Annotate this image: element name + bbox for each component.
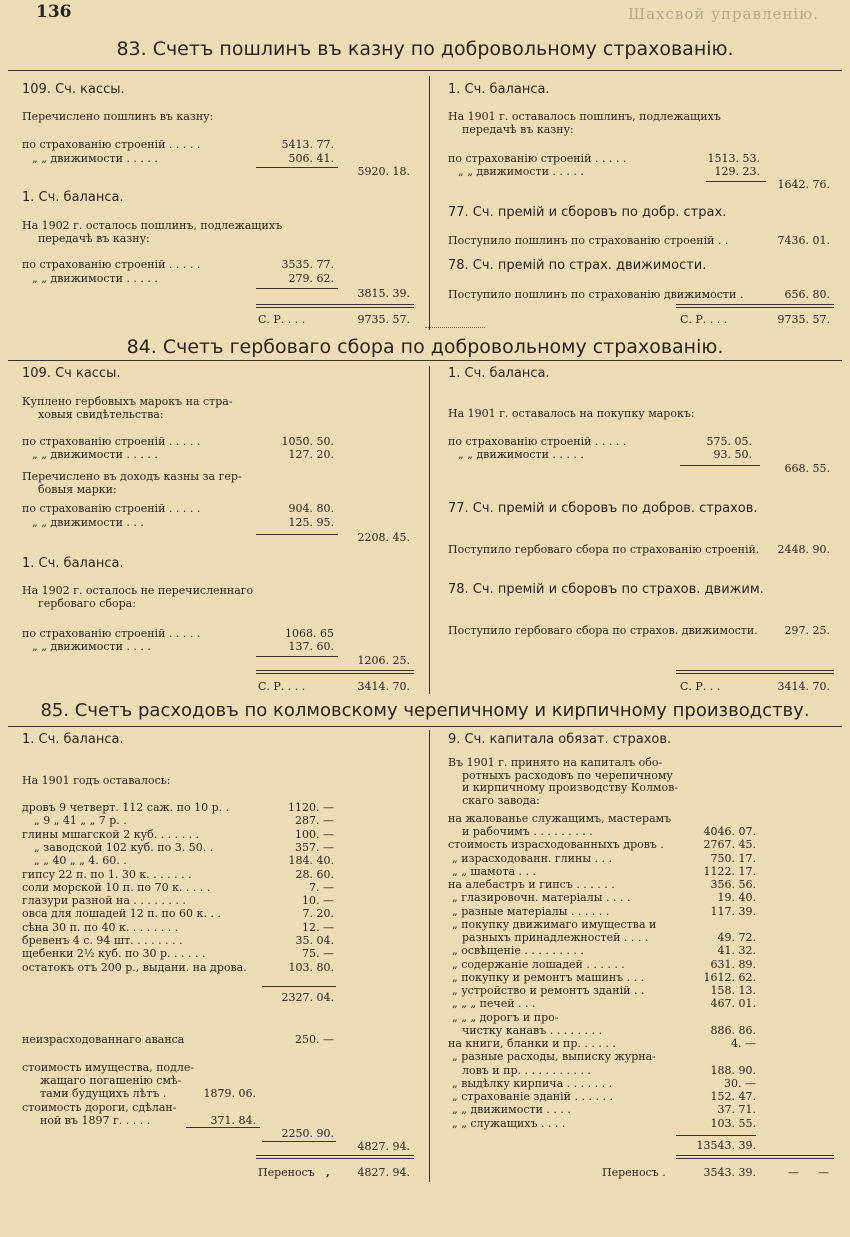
row-value: 1068. 65 (285, 627, 334, 640)
row-value: 10. — (302, 894, 334, 908)
sr-label: С. Р. . . . (258, 680, 306, 693)
row-label: „ устройство и ремонтъ зданій . . (452, 984, 645, 997)
row-value: 297. 25. (784, 624, 830, 637)
sr-value: 9735. 57. (357, 313, 410, 326)
text: ховыя свидѣтельства: (38, 408, 164, 421)
row-label: „ „ движимости . . . . . (32, 272, 158, 285)
row-value: 1050. 50. (281, 435, 334, 448)
text: на жалованье служащимъ, мастерамъ (448, 812, 672, 825)
row-value: 506. 41. (288, 152, 334, 165)
carry-over-value: 4827. 94. (357, 1166, 410, 1179)
row-label: „ выдѣлку кирпича . . . . . . . (452, 1076, 613, 1090)
total-rule (676, 304, 834, 308)
carry-over-value: 3543. 39. (703, 1166, 756, 1179)
subtotal: 5920. 18. (357, 165, 410, 178)
row-label: сѣна 30 п. по 40 к. . . . . . . . (22, 920, 179, 934)
row-value: 356. 56. (710, 878, 756, 891)
row-label: стоимость израсходованныхъ дровъ . (448, 838, 664, 852)
row-value: 127. 20. (288, 448, 334, 461)
sum-rule (186, 1127, 260, 1128)
row-label: ной въ 1897 г. . . . . (40, 1114, 151, 1127)
row-label: остатокъ отъ 200 р., выдани. на дрова. (22, 960, 247, 974)
row-value: 129. 23. (714, 165, 760, 178)
heading: 109. Сч. кассы. (22, 82, 125, 97)
text: жащаго погашенію смѣ- (40, 1074, 182, 1087)
row-label: Поступило гербоваго сбора по страхов. движимости. (448, 624, 758, 637)
heading: 77. Сч. премій и сборовъ по добров. страхов. (448, 501, 758, 516)
column-divider (429, 366, 430, 694)
row-value: 103. 80. (288, 960, 334, 974)
row-value: 188. 90. (710, 1063, 756, 1077)
text: Перечислено въ доходъ казны за гер- (22, 470, 242, 483)
divider (8, 726, 842, 727)
heading: 1. Сч. баланса. (448, 366, 550, 381)
sr-label: С. Р. . . (680, 680, 721, 693)
row-value: 467. 01. (710, 997, 756, 1011)
row-label: щебенки 2½ куб. по 30 р. . . . . . (22, 947, 206, 961)
row-value: 35. 04. (295, 934, 334, 947)
total-rule (256, 304, 414, 308)
row-label: глины мшагской 2 куб. . . . . . . (22, 827, 200, 841)
sum-rule (262, 986, 336, 987)
row-label: „ „ движимости . . . . (32, 640, 151, 653)
subtotal: 2250. 90. (281, 1127, 334, 1140)
divider (8, 360, 842, 361)
row-value: 152. 47. (710, 1090, 756, 1103)
sr-value: 9735. 57. (777, 313, 830, 326)
carry-over-mark: , (326, 1166, 330, 1179)
row-label: овса для лошадей 12 п. по 60 к. . . (22, 907, 221, 921)
row-value: 250. — (295, 1033, 334, 1046)
sum-rule (256, 534, 338, 535)
row-label: „ „ 40 „ „ 4. 60. . (34, 854, 127, 868)
total: 4827. 94. (357, 1140, 410, 1153)
row-label: „ содержаніе лошадей . . . . . . (452, 957, 625, 971)
row-value: 904. 80. (288, 502, 334, 515)
carry-over-dash: — (818, 1166, 829, 1179)
row-label: „ „ движимости . . . . . (458, 165, 584, 178)
row-label: „ „ „ печей . . . (452, 997, 536, 1011)
row-label: по страхованію строеній . . . . . (448, 435, 627, 448)
row-label: чистку канавъ . . . . . . . . (462, 1023, 603, 1037)
row-label: бревенъ 4 с. 94 шт. . . . . . . . (22, 934, 183, 947)
row-value: 5413. 77. (281, 138, 334, 151)
row-value: 184. 40. (288, 854, 334, 868)
heading: 9. Сч. капитала обязат. страхов. (448, 732, 672, 747)
sum-rule (676, 1135, 756, 1136)
row-value: 750. 17. (710, 851, 756, 865)
text: ротныхъ расходовъ по черепичному (462, 768, 673, 782)
row-value: 357. — (295, 840, 334, 854)
carry-over-dash: — (788, 1166, 799, 1179)
row-value: 886. 86. (710, 1023, 756, 1037)
row-value: 371. 84. (210, 1114, 256, 1127)
row-label: соли морской 10 п. по 70 к. . . . . (22, 880, 211, 894)
row-value: 287. — (295, 814, 334, 828)
text: скаго завода: (462, 793, 540, 807)
row-label: „ разные матеріалы . . . . . . (452, 904, 610, 918)
heading: 1. Сч. баланса. (22, 190, 124, 205)
text: На 1901 годъ оставалось: (22, 774, 171, 787)
row-value: 4. — (731, 1037, 756, 1050)
column-divider (429, 730, 430, 1182)
carry-over-label: Переносъ (258, 1166, 315, 1179)
row-label: „ „ движимости . . . (32, 516, 144, 529)
text: Куплено гербовыхъ марокъ на стра- (22, 395, 233, 408)
row-value: 1513. 53. (707, 152, 760, 165)
section-85-title: 85. Счетъ расходовъ по колмовскому черепичному и кирпичному производству. (40, 700, 810, 721)
row-label: по страхованію строеній . . . . . (22, 138, 201, 151)
subtotal: 2327. 04. (281, 991, 334, 1004)
sum-rule (262, 1141, 336, 1142)
row-value: 41. 32. (717, 944, 756, 958)
row-value: 1612. 62. (703, 970, 756, 984)
row-label: на алебастръ и гипсъ . . . . . . (448, 878, 615, 891)
text: стоимость имущества, подле- (22, 1061, 195, 1074)
row-label: „ глазировочн. матеріалы . . . . (452, 891, 631, 905)
heading: 109. Сч кассы. (22, 366, 121, 381)
row-value: 125. 95. (288, 516, 334, 529)
row-value: 3535. 77. (281, 258, 334, 271)
sum-rule (256, 656, 338, 657)
row-label: по страхованію строеній . . . . . (22, 502, 201, 515)
subtotal: 13543. 39. (696, 1139, 756, 1152)
row-value: 103. 55. (710, 1116, 756, 1130)
page-seam (425, 327, 485, 330)
row-label: дровъ 9 четверт. 112 саж. по 10 р. . (22, 801, 230, 814)
row-value: 93. 50. (713, 448, 752, 461)
text: передачѣ въ казну: (38, 232, 150, 245)
row-label: Поступило пошлинъ по страхованію движимости . (448, 288, 744, 301)
row-value: 656. 80. (784, 288, 830, 301)
carry-over-label: Переносъ . (602, 1166, 666, 1179)
sr-label: С. Р. . . . (680, 313, 728, 326)
text: На 1901 г. оставалось пошлинъ, подлежащихъ (448, 110, 721, 123)
heading: 1. Сч. баланса. (22, 556, 124, 571)
row-value: 1120. — (288, 801, 334, 814)
row-label: „ „ движимости . . . . . (32, 152, 158, 165)
row-label: Поступило пошлинъ по страхованію строеній . . (448, 234, 729, 247)
row-value: 1122. 17. (703, 864, 756, 878)
row-label: гипсу 22 п. по 1. 30 к. . . . . . . (22, 867, 192, 881)
subtotal: 1642. 76. (777, 178, 830, 191)
row-label: по страхованію строеній . . . . . (22, 627, 201, 640)
row-label: разныхъ принадлежностей . . . . (462, 931, 649, 944)
row-value: 19. 40. (717, 891, 756, 905)
row-value: 631. 89. (710, 957, 756, 971)
row-label: „ „ шамота . . . (452, 864, 536, 878)
row-label: „ „ движимости . . . . (452, 1103, 571, 1117)
row-value: 100. — (295, 827, 334, 841)
text: Въ 1901 г. принято на капиталъ обо- (448, 756, 663, 769)
subtotal: 3815. 39. (357, 287, 410, 300)
row-value: 137. 60. (288, 640, 334, 653)
row-value: 2448. 90. (777, 543, 830, 556)
text: Перечислено пошлинъ въ казну: (22, 110, 214, 123)
row-label: и рабочимъ . . . . . . . . . (462, 825, 593, 838)
heading: 78. Сч. премій и сборовъ по страхов. движим. (448, 582, 764, 597)
row-value: 30. — (724, 1076, 756, 1090)
sum-rule (256, 288, 338, 289)
total-rule (256, 670, 414, 674)
row-value: 7. — (309, 880, 334, 894)
row-label: „ освѣщеніе . . . . . . . . . (452, 944, 584, 958)
text: передачѣ въ казну: (462, 123, 574, 136)
row-label: по страхованію строеній . . . . . (22, 435, 201, 448)
text: На 1902 г. осталось пошлинъ, подлежащихъ (22, 219, 283, 232)
row-label: „ израсходованн. глины . . . (452, 851, 613, 865)
row-label: „ разные расходы, выписку журна- (452, 1050, 656, 1064)
row-value: 158. 13. (710, 984, 756, 997)
divider (8, 70, 842, 71)
sum-rule (256, 167, 338, 168)
sum-rule (680, 465, 760, 466)
row-label: „ заводской 102 куб. по 3. 50. . (34, 840, 214, 854)
sr-value: 3414. 70. (777, 680, 830, 693)
text: На 1902 г. осталось не перечисленнаго (22, 584, 254, 597)
row-label: по страхованію строеній . . . . . (448, 152, 627, 165)
total-rule (676, 1155, 834, 1159)
row-value: 575. 05. (706, 435, 752, 448)
text: На 1901 г. оставалось на покупку марокъ: (448, 407, 695, 420)
row-label: „ покупку и ремонтъ машинъ . . . (452, 970, 645, 984)
row-value: 49. 72. (717, 931, 756, 944)
row-label: „ покупку движимаго имущества и (452, 917, 657, 931)
row-label: Поступило гербоваго сбора по страхованію строеній. (448, 543, 760, 556)
subtotal: 2208. 45. (357, 531, 410, 544)
row-value: 75. — (302, 947, 334, 961)
row-value: 12. — (302, 920, 334, 934)
row-label: „ „ „ дорогъ и про- (452, 1010, 559, 1024)
row-label: „ „ служащихъ . . . . (452, 1116, 566, 1130)
text: бовыя марки: (38, 483, 117, 496)
heading: 1. Сч. баланса. (448, 82, 550, 97)
row-label: на книги, бланки и пр. . . . . . (448, 1037, 616, 1050)
row-label: тами будущихъ лѣтъ . (40, 1087, 167, 1100)
text: стоимость дороги, сдѣлан- (22, 1101, 177, 1114)
text: и кирпичному производству Колмов- (462, 781, 679, 794)
row-value: 117. 39. (710, 904, 756, 918)
sr-label: С. Р. . . . (258, 313, 306, 326)
heading: 77. Сч. премій и сборовъ по добр. страх. (448, 205, 727, 220)
running-head: Шахсвой управленію. (628, 5, 820, 23)
row-value: 7436. 01. (777, 234, 830, 247)
row-label: глазури разной на . . . . . . . . (22, 894, 186, 908)
text: гербоваго сбора: (38, 597, 136, 610)
heading: 1. Сч. баланса. (22, 732, 124, 747)
row-label: „ „ движимости . . . . . (458, 448, 584, 461)
row-value: 2767. 45. (703, 838, 756, 852)
row-value: 4046. 07. (703, 825, 756, 838)
row-value: 279. 62. (288, 272, 334, 285)
row-value: 37. 71. (717, 1103, 756, 1117)
sr-value: 3414. 70. (357, 680, 410, 693)
row-label: „ 9 „ 41 „ „ 7 р. . (34, 814, 127, 828)
heading: 78. Сч. премій по страх. движимости. (448, 258, 707, 273)
column-divider (429, 76, 430, 330)
row-label: неизрасходованнаго аванса (22, 1033, 185, 1046)
row-label: „ страхованіе зданій . . . . . . (452, 1090, 613, 1103)
section-84-title: 84. Счетъ гербоваго сбора по добровольному страхованію. (126, 336, 724, 358)
subtotal: 668. 55. (784, 462, 830, 475)
row-value: 7. 20. (302, 907, 334, 921)
row-value: 28. 60. (295, 867, 334, 881)
total-rule (676, 670, 834, 674)
row-label: по страхованію строеній . . . . . (22, 258, 201, 271)
page-number: 136 (36, 2, 72, 22)
row-label: „ „ движимости . . . . . (32, 448, 158, 461)
subtotal: 1206. 25. (357, 654, 410, 667)
total-rule (256, 1155, 414, 1159)
section-83-title: 83. Счетъ пошлинъ въ казну по добровольному страхованію. (116, 38, 734, 60)
row-label: ловъ и пр. . . . . . . . . . . (462, 1063, 591, 1077)
row-value: 1879. 06. (203, 1087, 256, 1100)
